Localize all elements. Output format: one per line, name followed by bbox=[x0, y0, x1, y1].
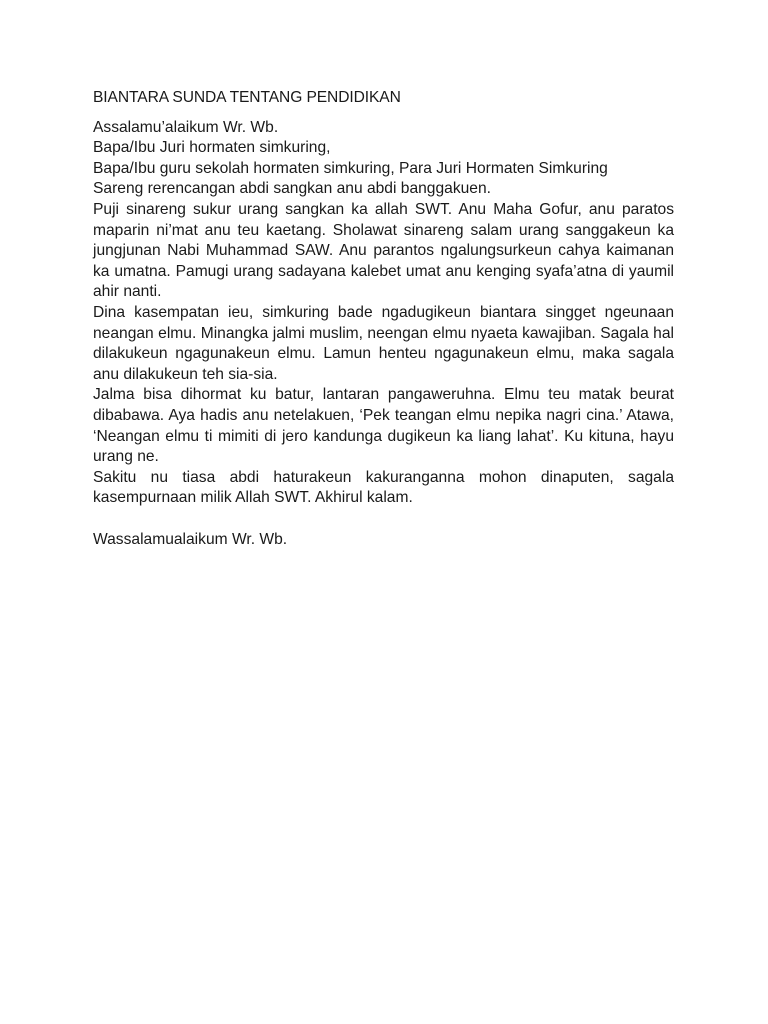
paragraph-topic: Dina kasempatan ieu, simkuring bade ngadugikeun biantara singget ngeunaan neangan elmu. Minangka jalmi muslim, neengan elmu nyaeta kawajiban. Sagala hal dilakukeun ngagunakeun elmu. Lamun henteu ngagunakeun elmu, maka sagala anu dilakukeun teh sia-sia. bbox=[93, 303, 674, 383]
address-line-judges: Bapa/Ibu Juri hormaten simkuring, bbox=[93, 139, 331, 157]
document-title: BIANTARA SUNDA TENTANG PENDIDIKAN bbox=[93, 89, 401, 106]
paragraph-praise: Puji sinareng sukur urang sangkan ka allah SWT. Anu Maha Gofur, anu paratos maparin ni’mat anu teu kaetang. Sholawat sinareng salam urang sanggakeun ka jungjunan Nabi Muhammad SAW. Anu parantos ngalungsurkeun cahya kaimanan ka umatna. Pamugi urang sadayana kalebet umat anu kenging syafa’atna di yaumil ahir nanti. bbox=[93, 200, 674, 301]
document-page bbox=[93, 88, 674, 550]
address-line-friends: Sareng rerencangan abdi sangkan anu abdi banggakuen. bbox=[93, 180, 491, 198]
greeting: Assalamu’alaikum Wr. Wb. bbox=[93, 118, 279, 136]
closing-salutation: Wassalamualaikum Wr. Wb. bbox=[93, 530, 288, 548]
address-line-teachers: Bapa/Ibu guru sekolah hormaten simkuring, Para Juri Hormaten Simkuring bbox=[93, 159, 608, 177]
paragraph-conclusion: Sakitu nu tiasa abdi haturakeun kakuranganna mohon dinaputen, sagala kasempurnaan milik Allah SWT. Akhirul kalam. bbox=[93, 468, 674, 507]
paragraph-knowledge: Jalma bisa dihormat ku batur, lantaran pangaweruhna. Elmu teu matak beurat dibabawa. Aya hadis anu netelakuen, ‘Pek teangan elmu nepika nagri cina.’ Atawa, ‘Neangan elmu ti mimiti di jero kandunga dugikeun ka liang lahat’. Ku kituna, hayu urang ne. bbox=[93, 386, 674, 466]
